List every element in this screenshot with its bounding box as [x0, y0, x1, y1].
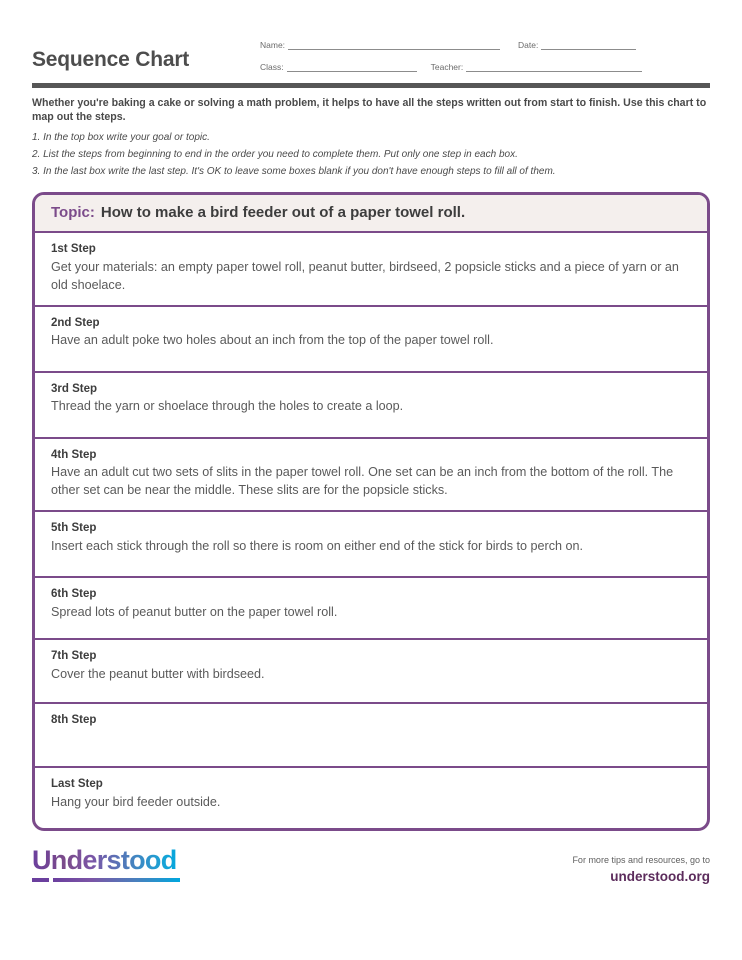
field-label-teacher: Teacher:	[430, 61, 464, 72]
step-label: 2nd Step	[51, 316, 100, 329]
date-input[interactable]	[541, 39, 636, 50]
step-label: 1st Step	[51, 243, 96, 256]
field-name	[260, 39, 500, 50]
instruction-note-2: 2. List the steps from beginning to end in the order you need to complete them. Put only one step in each box.	[32, 149, 518, 160]
footer-resources	[572, 847, 710, 885]
step-box-7[interactable]	[35, 640, 707, 704]
step-label: 4th Step	[51, 448, 97, 461]
worksheet-header	[32, 0, 710, 74]
instruction-note-1: 1. In the top box write your goal or topic.	[32, 131, 210, 143]
step-text: Hang your bird feeder outside.	[51, 794, 221, 809]
step-label: 3rd Step	[51, 382, 98, 395]
instructions-block	[32, 88, 710, 178]
field-row-class-teacher	[260, 61, 710, 72]
instruction-note-3: 3. In the last box write the last step. It's OK to leave some boxes blank if you don't have enough steps to fill all of them.	[32, 166, 556, 178]
page-title: Sequence Chart	[32, 48, 190, 71]
step-text: Cover the peanut butter with birdseed.	[51, 666, 265, 681]
step-box-1[interactable]	[35, 233, 707, 306]
step-text: Get your materials: an empty paper towel roll, peanut butter, birdseed, 2 popsicle sticks and a piece of yarn or an old shoelace.	[51, 260, 679, 292]
step-label: Last Step	[51, 778, 103, 791]
logo-dash	[32, 878, 49, 882]
field-row-name-date	[260, 39, 710, 50]
teacher-input[interactable]	[466, 61, 642, 72]
topic-row[interactable]	[35, 195, 707, 233]
footer-tagline: For more tips and resources, go to	[572, 855, 710, 866]
topic-label: Topic:	[51, 204, 95, 222]
understood-logo	[32, 847, 180, 882]
footer-site-link[interactable]: understood.org	[610, 868, 710, 884]
step-text: Insert each stick through the roll so there is room on either end of the stick for birds to perch on.	[51, 538, 584, 553]
step-label: 5th Step	[51, 522, 97, 535]
logo-bar	[53, 878, 180, 882]
field-teacher	[431, 61, 643, 72]
step-label: 6th Step	[51, 588, 97, 601]
step-box-last[interactable]	[35, 768, 707, 828]
step-label: 7th Step	[51, 650, 97, 663]
class-input[interactable]	[287, 61, 417, 72]
field-label-name: Name:	[260, 39, 286, 50]
step-box-6[interactable]	[35, 578, 707, 640]
field-date	[518, 39, 636, 50]
step-box-2[interactable]	[35, 307, 707, 373]
worksheet-footer	[32, 847, 710, 885]
name-input[interactable]	[288, 39, 500, 50]
step-box-8[interactable]	[35, 704, 707, 768]
instructions-intro: Whether you're baking a cake or solving a math problem, it helps to have all the steps written out from start to finish. Use this chart to map out the steps.	[32, 97, 707, 124]
step-text: Thread the yarn or shoelace through the holes to create a loop.	[51, 399, 404, 414]
topic-value: How to make a bird feeder out of a paper towel roll.	[100, 204, 466, 222]
step-box-5[interactable]	[35, 512, 707, 578]
step-text: Have an adult poke two holes about an inch from the top of the paper towel roll.	[51, 333, 494, 348]
field-class	[260, 61, 417, 72]
student-info-fields	[260, 39, 710, 74]
step-text: Spread lots of peanut butter on the paper towel roll.	[51, 604, 338, 619]
field-label-date: Date:	[518, 39, 539, 50]
logo-wordmark: Understood	[32, 847, 180, 874]
step-label: 8th Step	[51, 714, 97, 727]
logo-underline	[32, 878, 180, 882]
step-box-3[interactable]	[35, 373, 707, 439]
field-label-class: Class:	[260, 61, 284, 72]
step-box-4[interactable]	[35, 439, 707, 512]
step-text: Have an adult cut two sets of slits in the paper towel roll. One set can be an inch from the bottom of the roll. The other set can be near the middle. These slits are for the popsicle sticks.	[51, 465, 674, 498]
sequence-chart	[32, 192, 710, 831]
